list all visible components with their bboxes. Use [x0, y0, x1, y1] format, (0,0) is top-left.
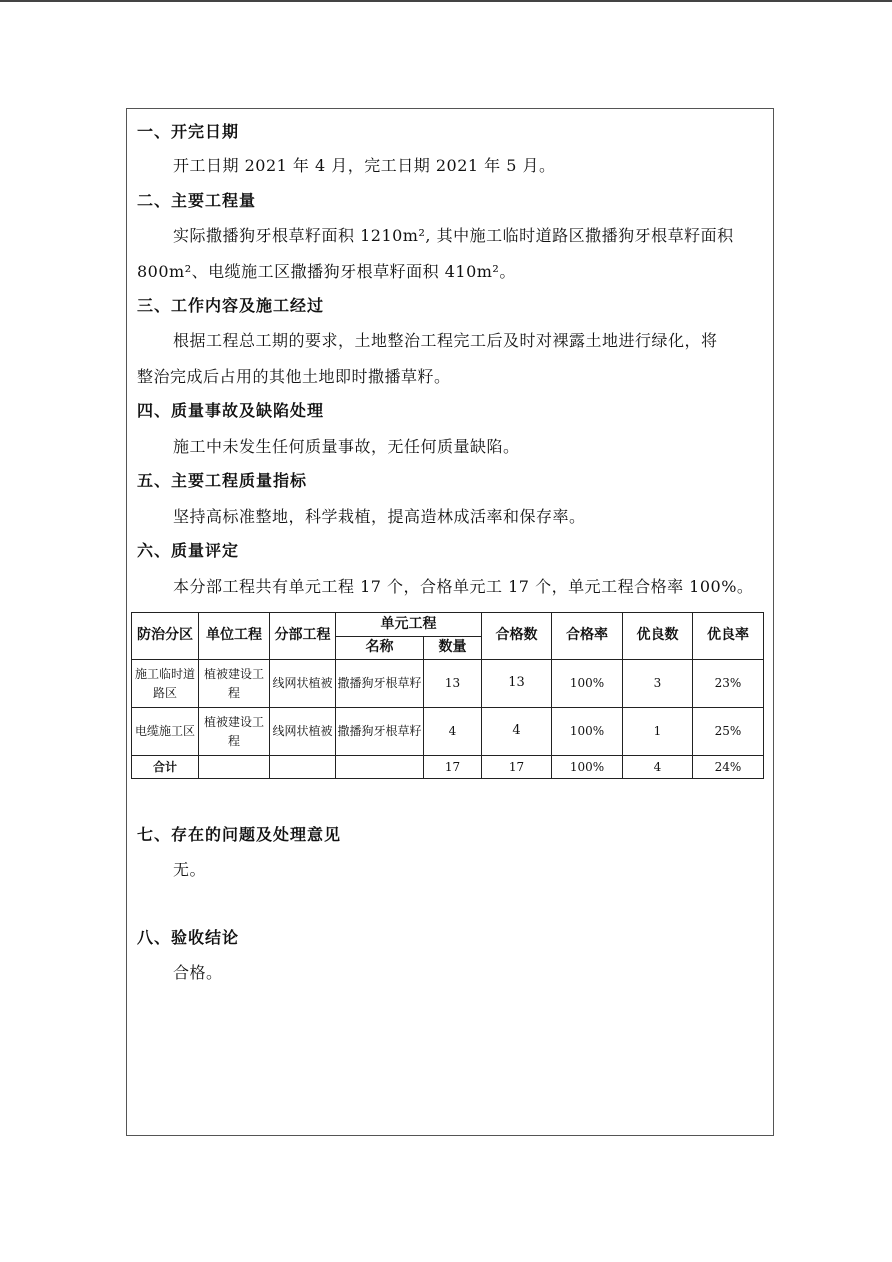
cell-sub-project: 线网状植被 [270, 708, 336, 756]
cell-total-excellent-count: 4 [623, 756, 693, 779]
col-header-element: 单元工程 [336, 613, 482, 637]
cell-empty [336, 756, 424, 779]
cell-total-label: 合计 [132, 756, 199, 779]
cell-qualified-rate: 100% [552, 660, 623, 708]
section-text-dates: 开工日期 2021 年 4 月，完工日期 2021 年 5 月。 [173, 156, 556, 175]
col-header-name: 名称 [336, 637, 424, 660]
section-heading-conclusion: 八、验收结论 [137, 928, 240, 947]
section-text-work-line1: 根据工程总工期的要求，土地整治工程完工后及时对裸露土地进行绿化，将 [173, 331, 718, 350]
col-header-excellent-rate: 优良率 [693, 613, 764, 660]
section-heading-issues: 七、存在的问题及处理意见 [137, 825, 342, 844]
cell-zone: 施工临时道路区 [132, 660, 199, 708]
cell-excellent-rate: 25% [693, 708, 764, 756]
table-row [132, 660, 764, 708]
section-heading-dates: 一、开完日期 [137, 122, 240, 141]
col-header-excellent-count: 优良数 [623, 613, 693, 660]
section-text-indicators: 坚持高标准整地，科学栽植，提高造林成活率和保存率。 [173, 507, 586, 526]
col-header-zone: 防治分区 [132, 613, 199, 660]
cell-empty [270, 756, 336, 779]
cell-zone: 电缆施工区 [132, 708, 199, 756]
section-text-work-line2: 整治完成后占用的其他土地即时撒播草籽。 [137, 367, 451, 386]
cell-unit-project: 植被建设工程 [199, 708, 270, 756]
cell-total-count: 17 [424, 756, 482, 779]
cell-qualified-count: 4 [482, 708, 552, 756]
section-text-issues: 无。 [173, 860, 207, 879]
table-total-row [132, 756, 764, 779]
cell-name: 撒播狗牙根草籽 [336, 708, 424, 756]
cell-name: 撒播狗牙根草籽 [336, 660, 424, 708]
section-heading-quantities: 二、主要工程量 [137, 191, 257, 210]
section-text-defects: 施工中未发生任何质量事故，无任何质量缺陷。 [173, 437, 520, 456]
section-heading-work: 三、工作内容及施工经过 [137, 296, 325, 315]
section-text-quantities-line2: 800m²、电缆施工区撒播狗牙根草籽面积 410m²。 [137, 262, 516, 281]
col-header-sub-project: 分部工程 [270, 613, 336, 660]
cell-empty [199, 756, 270, 779]
cell-count: 4 [424, 708, 482, 756]
cell-excellent-count: 1 [623, 708, 693, 756]
report-frame [126, 108, 774, 1136]
cell-sub-project: 线网状植被 [270, 660, 336, 708]
page-top-rule [0, 0, 892, 2]
col-header-unit-project: 单位工程 [199, 613, 270, 660]
cell-total-qualified-count: 17 [482, 756, 552, 779]
section-heading-evaluation: 六、质量评定 [137, 541, 240, 560]
cell-count: 13 [424, 660, 482, 708]
cell-qualified-rate: 100% [552, 708, 623, 756]
cell-unit-project: 植被建设工程 [199, 660, 270, 708]
col-header-count: 数量 [424, 637, 482, 660]
cell-total-qualified-rate: 100% [552, 756, 623, 779]
section-text-quantities-line1: 实际撒播狗牙根草籽面积 1210m², 其中施工临时道路区撒播狗牙根草籽面积 [173, 226, 734, 245]
table-row [132, 708, 764, 756]
section-text-conclusion: 合格。 [173, 963, 223, 982]
cell-total-excellent-rate: 24% [693, 756, 764, 779]
col-header-qualified-count: 合格数 [482, 613, 552, 660]
cell-excellent-count: 3 [623, 660, 693, 708]
col-header-qualified-rate: 合格率 [552, 613, 623, 660]
cell-excellent-rate: 23% [693, 660, 764, 708]
section-heading-indicators: 五、主要工程质量指标 [137, 471, 308, 490]
cell-qualified-count: 13 [482, 660, 552, 708]
section-heading-defects: 四、质量事故及缺陷处理 [137, 401, 325, 420]
section-text-evaluation: 本分部工程共有单元工程 17 个，合格单元工 17 个，单元工程合格率 100%。 [173, 577, 754, 596]
quality-table [131, 612, 764, 779]
